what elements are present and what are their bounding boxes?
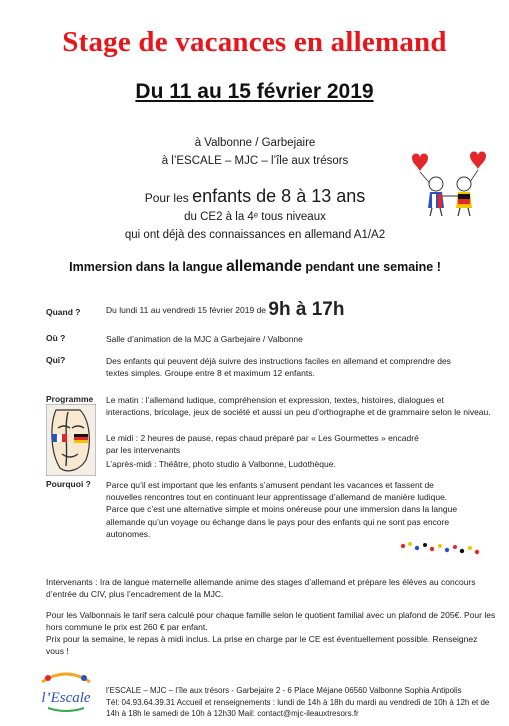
programme-label: Programme bbox=[46, 394, 94, 404]
immersion-before: Immersion dans la langue bbox=[69, 260, 227, 274]
immersion-after: pendant une semaine ! bbox=[301, 260, 441, 274]
programme-midi: Le midi : 2 heures de pause, repas chaud préparé par « Les Gourmettes » encadré par les intervenants bbox=[106, 433, 419, 456]
audience-level: du CE2 à la 4ᵉ tous niveaux bbox=[184, 211, 326, 223]
location-line1: à Valbonne / Garbejaire bbox=[194, 137, 316, 149]
event-dates-text: Du 11 au 15 février 2019 bbox=[135, 80, 374, 103]
intervenants-text: Intervenants : Ira de langue maternelle allemande anime des stages d’allemand et prépare les élèves au concours d’entrée du CIV, plus l’encadrement de la MJC. bbox=[46, 577, 476, 600]
location-line2: à l’ESCALE – MJC – l’île aux trésors bbox=[161, 155, 349, 167]
audience-prefix: Pour les bbox=[144, 191, 193, 205]
tarif-text: Pour les Valbonnais le tarif sera calculé pour chaque famille selon le quotient familial avec un plafond de 205€. Pour les hors commune le prix est 260 € par enfant. bbox=[46, 610, 496, 633]
audience-requirement: qui ont déjà des connaissances en allemand A1/A2 bbox=[124, 229, 386, 241]
logo-text: l’Escale bbox=[41, 690, 91, 706]
quand-time: 9h à 17h bbox=[268, 299, 345, 320]
immersion-headline bbox=[20, 258, 490, 276]
programme-matin: Le matin : l’allemand ludique, compréhension et expression, textes, histoires, dialogues et interactions, bricolage, jeux de société et aussi un peu d’orthographe et de grammaire selon le niveau. bbox=[106, 395, 491, 418]
quand-text bbox=[106, 300, 491, 320]
footer-address: l’ESCALE – MJC – l’île aux trésors - Garbejaire 2 - 6 Place Méjane 06560 Valbonne Sophia Antipolis bbox=[106, 686, 462, 695]
immersion-highlight: allemande bbox=[226, 258, 302, 275]
qui-label: Qui? bbox=[46, 355, 66, 365]
face-flags-illustration bbox=[46, 404, 96, 476]
ou-text: Salle d’animation de la MJC à Garbejaire / Valbonne bbox=[106, 334, 303, 344]
escale-logo bbox=[38, 668, 94, 714]
children-balloons-illustration bbox=[408, 150, 492, 218]
audience-age-range: enfants de 8 à 13 ans bbox=[192, 186, 366, 206]
quand-label: Quand ? bbox=[46, 307, 81, 317]
decorative-dots bbox=[399, 540, 483, 560]
event-dates bbox=[0, 80, 509, 104]
pourquoi-label: Pourquoi ? bbox=[46, 479, 91, 489]
pourquoi-text: Parce qu’il est important que les enfants s’amusent pendant les vacances et fassent de nouvelles rencontres tout en continuant leur apprentissage d’allemand de manière ludique. Parce que c’est une alternative simple et moins onéreuse pour une immersion dans la langue allemande qu’un voyage ou échange dans le pays pour des enfants qui ne sont pas encore autonomes. bbox=[106, 480, 458, 539]
audience-headline bbox=[60, 186, 450, 207]
tarif-details-text: Prix pour la semaine, le repas à midi inclus. La prise en charge par le CE est éventuellement possible. Renseignez vous ! bbox=[46, 634, 478, 657]
page-title: Stage de vacances en allemand bbox=[62, 26, 447, 58]
programme-apresmidi: L’après-midi : Théâtre, photo studio à Valbonne, Ludothèque. bbox=[106, 459, 336, 469]
footer-contact: Tél: 04.93.64.39.31 Accueil et renseignements : lundi de 14h à 18h du mardi au vendredi de 10h à 12h et de 14h à 18h le samedi de 10h à 12h30 Mail: contact@mjc-ileauxtresors.fr bbox=[106, 698, 490, 718]
ou-label: Où ? bbox=[46, 333, 66, 343]
quand-dates: Du lundi 11 au vendredi 15 février 2019 de bbox=[106, 305, 269, 315]
qui-text: Des enfants qui peuvent déjà suivre des instructions faciles en allemand et comprendre des textes simples. Groupe entre 8 et maximum 12 enfants. bbox=[106, 356, 451, 379]
